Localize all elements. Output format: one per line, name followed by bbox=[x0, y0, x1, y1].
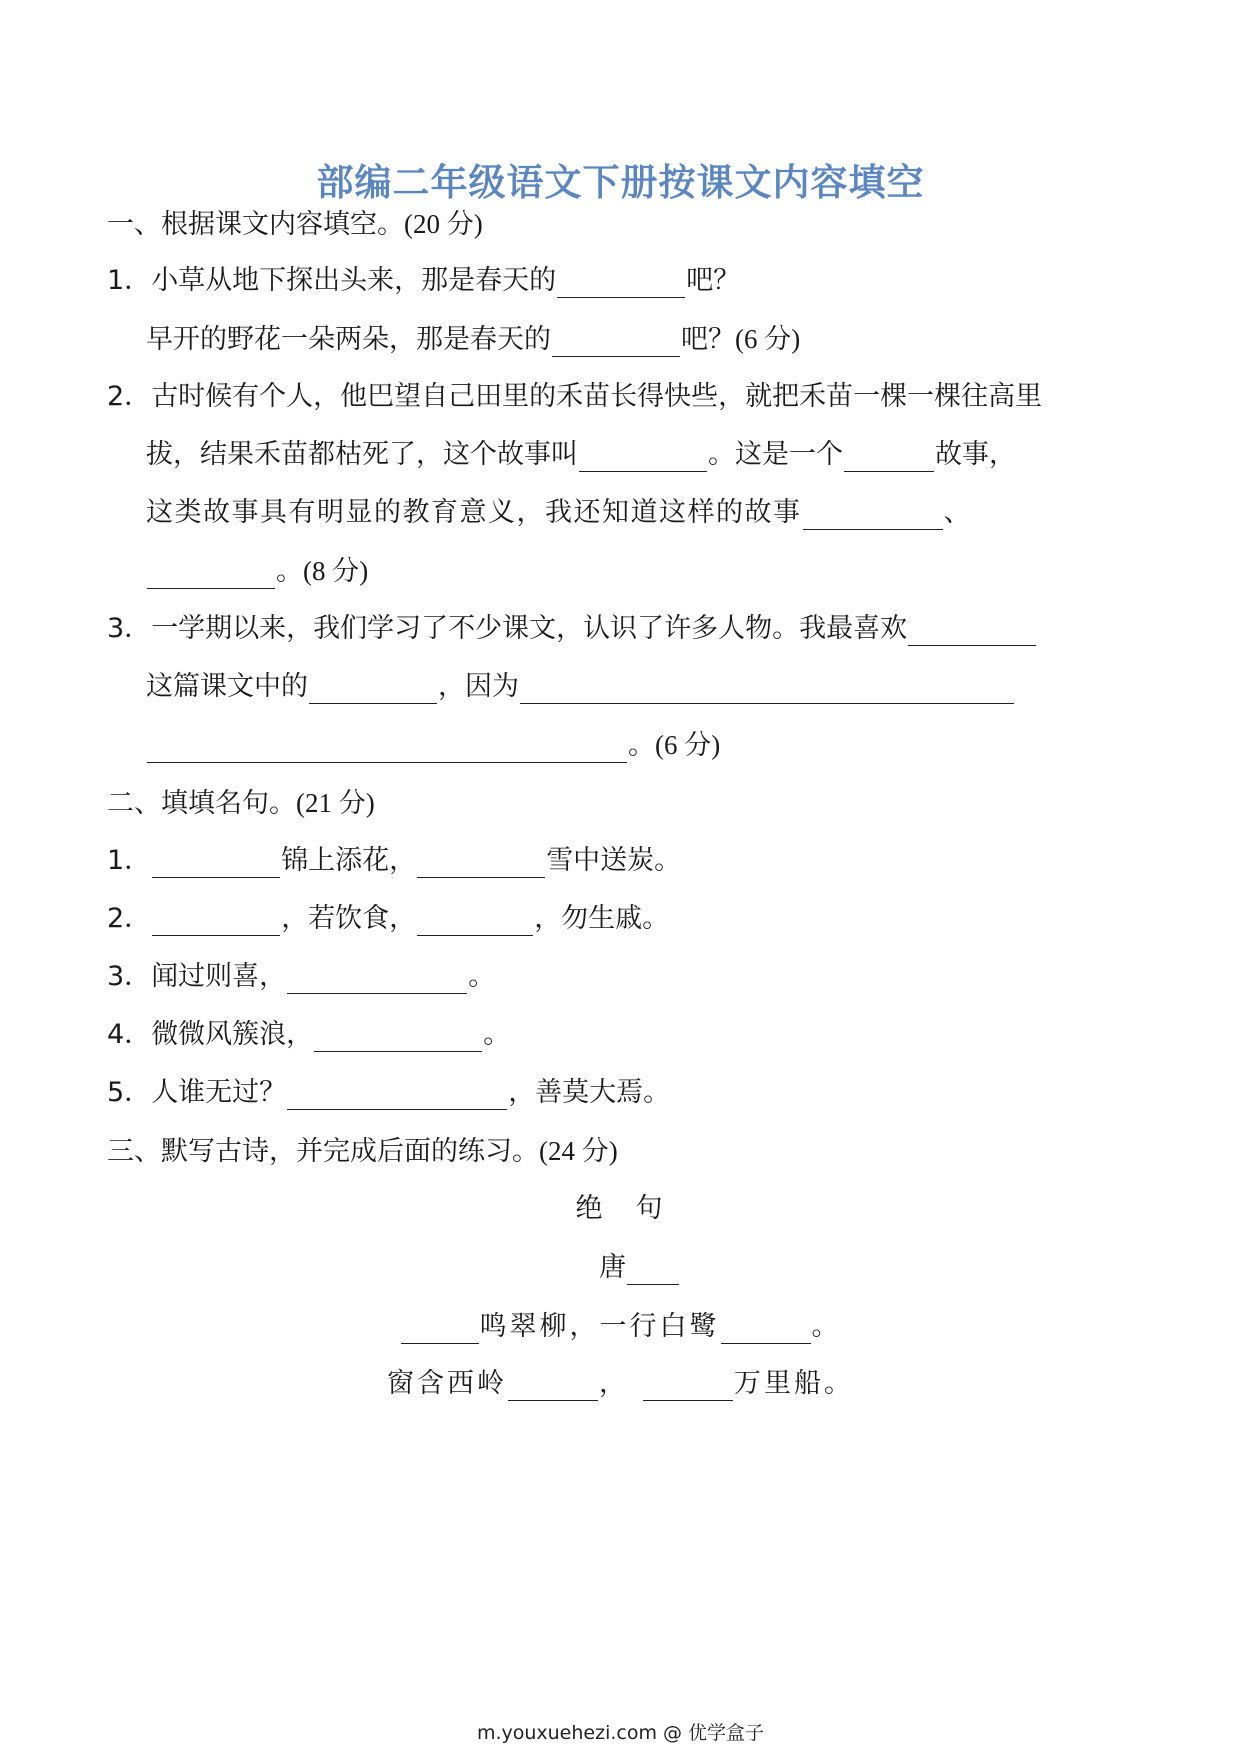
proverb-2-blank-1[interactable] bbox=[152, 907, 280, 936]
q2-line1 bbox=[107, 380, 1042, 414]
proverb-4-blank[interactable] bbox=[314, 1023, 482, 1052]
q2-blank-example-1[interactable] bbox=[803, 501, 943, 530]
section2-score: (21 分) bbox=[296, 788, 375, 818]
section2-heading bbox=[107, 786, 375, 821]
proverb-2-text-b: ，勿生戚。 bbox=[534, 903, 670, 934]
q3-number: 3． bbox=[107, 613, 152, 644]
q3-line3 bbox=[146, 728, 720, 763]
proverb-3-number: 3． bbox=[107, 961, 152, 992]
q3-score: (6 分) bbox=[655, 730, 721, 760]
poem-line1-blank-2[interactable] bbox=[721, 1315, 811, 1344]
proverb-1-blank-2[interactable] bbox=[417, 849, 545, 878]
proverb-3-blank[interactable] bbox=[287, 965, 467, 994]
proverb-4-text-a: 微微风簇浪， bbox=[151, 1019, 314, 1050]
q2-number: 2． bbox=[107, 381, 152, 412]
poem-dynasty: 唐 bbox=[599, 1252, 626, 1283]
section1-score: (20 分) bbox=[404, 209, 483, 239]
q3-line1-text: 一学期以来，我们学习了不少课文，认识了许多人物。我最喜欢 bbox=[151, 613, 908, 644]
q1-blank-1[interactable] bbox=[557, 269, 685, 298]
q2-line2 bbox=[146, 438, 1016, 472]
q2-line4 bbox=[146, 554, 368, 589]
poem-line2-blank-1[interactable] bbox=[508, 1372, 598, 1401]
proverb-2-text-a: ，若饮食， bbox=[281, 903, 417, 934]
q2-line2-text-b: 。这是一个 bbox=[708, 439, 843, 470]
q1-line2 bbox=[146, 322, 800, 357]
proverb-1-blank-1[interactable] bbox=[152, 849, 280, 878]
q1-line1 bbox=[107, 264, 740, 298]
proverb-5-blank[interactable] bbox=[287, 1081, 507, 1110]
q1-score: (6 分) bbox=[735, 324, 801, 354]
proverb-2 bbox=[107, 902, 669, 936]
q1-line2-end: 吧？ bbox=[681, 324, 735, 355]
section1-heading bbox=[107, 207, 483, 242]
proverb-1-number: 1． bbox=[107, 845, 152, 876]
q1-line1-end: 吧？ bbox=[686, 265, 741, 296]
q2-blank-example-2[interactable] bbox=[147, 560, 275, 589]
q2-line3-text-b: 、 bbox=[943, 497, 972, 528]
q3-line3-text: 。 bbox=[628, 730, 655, 761]
proverb-5-text-a: 人谁无过？ bbox=[151, 1077, 287, 1108]
proverb-1-text-a: 锦上添花， bbox=[281, 845, 417, 876]
q3-line2-text-a: 这篇课文中的 bbox=[146, 671, 308, 702]
section2-heading-text: 二、填填名句。 bbox=[107, 788, 296, 819]
q2-score: (8 分) bbox=[303, 556, 369, 586]
q3-blank-character[interactable] bbox=[309, 675, 437, 704]
proverb-3 bbox=[107, 960, 495, 994]
section1-heading-text: 一、根据课文内容填空。 bbox=[107, 209, 404, 240]
poem-author-line bbox=[0, 1251, 1241, 1285]
q2-line3-text-a: 这类故事具有明显的教育意义，我还知道这样的故事 bbox=[146, 497, 802, 528]
section3-heading bbox=[107, 1134, 618, 1169]
q2-blank-story-type[interactable] bbox=[844, 443, 934, 472]
proverb-1 bbox=[107, 844, 681, 878]
footer-watermark: m.youxuehezi.com @ 优学盒子 bbox=[476, 1722, 765, 1744]
proverb-4-text-b: 。 bbox=[483, 1019, 511, 1050]
q1-line1-text: 小草从地下探出头来，那是春天的 bbox=[151, 265, 557, 296]
poem-line-2 bbox=[0, 1367, 1241, 1401]
q2-blank-story-name[interactable] bbox=[579, 443, 707, 472]
q3-blank-lesson[interactable] bbox=[908, 617, 1036, 646]
section3-score: (24 分) bbox=[539, 1136, 618, 1166]
poem-line2-text-a: 窗含西岭 bbox=[387, 1368, 507, 1399]
q2-line3 bbox=[146, 496, 972, 530]
section3-heading-text: 三、默写古诗，并完成后面的练习。 bbox=[107, 1136, 539, 1167]
proverb-5-text-b: ，善莫大焉。 bbox=[508, 1077, 671, 1108]
q3-blank-reason-1[interactable] bbox=[520, 675, 1014, 704]
proverb-3-text-b: 。 bbox=[468, 961, 496, 992]
proverb-5-number: 5． bbox=[107, 1077, 152, 1108]
q3-blank-reason-2[interactable] bbox=[147, 734, 627, 763]
poem-line-1 bbox=[0, 1310, 1241, 1344]
poem-author-blank[interactable] bbox=[627, 1258, 679, 1285]
q1-blank-2[interactable] bbox=[552, 328, 680, 357]
q2-line2-text-c: 故事， bbox=[935, 439, 1016, 470]
poem-line1-text-a: 鸣翠柳，一行白鹭 bbox=[479, 1311, 720, 1342]
proverb-5 bbox=[107, 1076, 670, 1110]
poem-line2-text-b: ， bbox=[599, 1368, 629, 1399]
q2-line2-text-a: 拔，结果禾苗都枯死了，这个故事叫 bbox=[146, 439, 578, 470]
document-title: 部编二年级语文下册按课文内容填空 bbox=[316, 161, 925, 204]
q2-line1-text: 古时候有个人，他巴望自己田里的禾苗长得快些，就把禾苗一棵一棵往高里 bbox=[151, 381, 1043, 412]
proverb-2-blank-2[interactable] bbox=[417, 907, 533, 936]
proverb-1-text-b: 雪中送炭。 bbox=[546, 845, 682, 876]
poem-line2-blank-2[interactable] bbox=[643, 1372, 733, 1401]
q1-line2-text: 早开的野花一朵两朵，那是春天的 bbox=[146, 324, 551, 355]
poem-line2-text-c: 万里船。 bbox=[734, 1368, 854, 1399]
poem-line1-blank-1[interactable] bbox=[401, 1315, 479, 1344]
q2-line4-text: 。 bbox=[276, 556, 303, 587]
poem-line1-text-b: 。 bbox=[811, 1311, 842, 1342]
q1-number: 1． bbox=[107, 265, 152, 296]
q3-line2 bbox=[146, 670, 1015, 704]
proverb-3-text-a: 闻过则喜， bbox=[151, 961, 287, 992]
proverb-2-number: 2． bbox=[107, 903, 152, 934]
q3-line2-text-b: ，因为 bbox=[438, 671, 519, 702]
proverb-4-number: 4． bbox=[107, 1019, 152, 1050]
poem-title: 绝 句 bbox=[575, 1193, 666, 1224]
q3-line1 bbox=[107, 612, 1037, 646]
proverb-4 bbox=[107, 1018, 510, 1052]
